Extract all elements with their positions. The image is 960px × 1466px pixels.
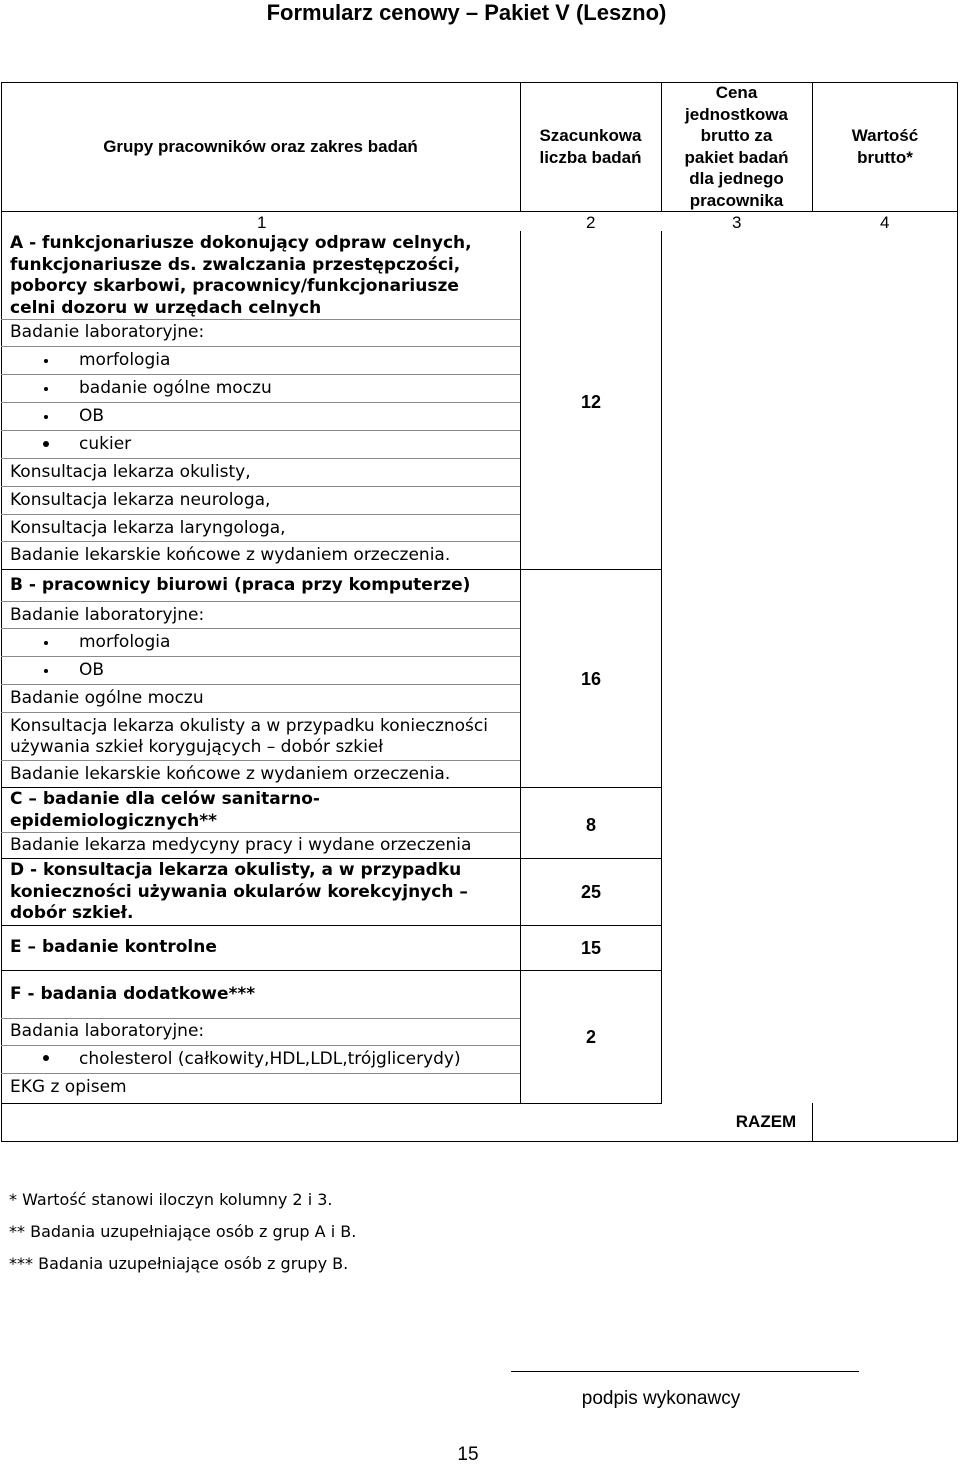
group-f-lab-label: Badania laboratoryjne: bbox=[10, 1021, 205, 1041]
group-a-lab-item: morfologia bbox=[79, 350, 171, 370]
group-b-lab-label: Badanie laboratoryjne: bbox=[10, 605, 205, 625]
footnote: * Wartość stanowi iloczyn kolumny 2 i 3. bbox=[9, 1190, 333, 1209]
grid-line bbox=[1, 832, 520, 833]
group-a-count: 12 bbox=[580, 392, 602, 412]
group-d-count: 25 bbox=[580, 882, 602, 902]
group-b-lab-item: morfologia bbox=[79, 632, 171, 652]
total-label: RAZEM bbox=[735, 1112, 797, 1131]
grid-line bbox=[1, 211, 958, 212]
footnote: ** Badania uzupełniające osób z grup A i B. bbox=[9, 1222, 357, 1241]
grid-line bbox=[1, 787, 662, 788]
bullet-icon bbox=[43, 441, 49, 447]
bullet-icon bbox=[44, 641, 48, 645]
group-e-count: 15 bbox=[580, 938, 602, 958]
grid-line bbox=[1, 925, 662, 926]
grid-line bbox=[1, 1018, 520, 1019]
group-a-consult: Badanie lekarskie końcowe z wydaniem orzeczenia. bbox=[10, 545, 451, 565]
grid-line bbox=[1, 541, 520, 542]
grid-line bbox=[520, 231, 521, 975]
group-a-title: A - funkcjonariusze dokonujący odpraw celnych, funkcjonariusze ds. zwalczania przestępczości, poborcy skarbowi, pracownicy/funkcjonariusze celni dozoru w urzędach celnych bbox=[10, 233, 472, 318]
grid-line bbox=[661, 231, 662, 1103]
grid-line bbox=[1, 601, 520, 602]
signature-line bbox=[511, 1371, 859, 1372]
group-c-desc: Badanie lekarza medycyny pracy i wydane orzeczenia bbox=[10, 835, 472, 855]
grid-line bbox=[1, 858, 662, 859]
grid-line bbox=[1, 970, 662, 971]
footnote: *** Badania uzupełniające osób z grupy B. bbox=[9, 1254, 349, 1273]
grid-line bbox=[1, 628, 520, 629]
group-a-lab-label: Badanie laboratoryjne: bbox=[10, 322, 205, 342]
bullet-icon bbox=[43, 1055, 49, 1061]
signature-label: podpis wykonawcy bbox=[581, 1388, 741, 1409]
group-a-consult: Konsultacja lekarza okulisty, bbox=[10, 462, 251, 482]
grid-line bbox=[1, 1073, 520, 1074]
grid-line bbox=[1, 402, 520, 403]
grid-line bbox=[1, 712, 520, 713]
group-c-count: 8 bbox=[585, 815, 596, 835]
group-e-title: E – badanie kontrolne bbox=[10, 937, 217, 957]
grid-line bbox=[812, 1103, 813, 1142]
grid-line bbox=[1, 1103, 662, 1104]
bullet-icon bbox=[44, 669, 48, 673]
grid-line bbox=[1, 346, 520, 347]
group-f-title: F - badania dodatkowe*** bbox=[10, 984, 256, 1004]
grid-line bbox=[1, 430, 520, 431]
grid-line bbox=[1, 374, 520, 375]
column-number: 3 bbox=[732, 213, 742, 232]
group-b-urine: Badanie ogólne moczu bbox=[10, 688, 204, 708]
grid-line bbox=[1, 319, 520, 320]
bullet-icon bbox=[44, 359, 48, 363]
group-a-lab-item: cukier bbox=[79, 434, 132, 454]
page-title: Formularz cenowy – Pakiet V (Leszno) bbox=[266, 0, 667, 25]
grid-line bbox=[1, 486, 520, 487]
header-unit-price: Cena jednostkowa brutto za pakiet badań dla jednego pracownika bbox=[684, 83, 789, 210]
group-a-lab-item: OB bbox=[79, 406, 105, 426]
group-b-final: Badanie lekarskie końcowe z wydaniem orzeczenia. bbox=[10, 764, 451, 784]
grid-line bbox=[1, 569, 662, 570]
group-a-lab-item: badanie ogólne moczu bbox=[79, 378, 272, 398]
group-f-count: 2 bbox=[585, 1027, 596, 1047]
header-groups: Grupy pracowników oraz zakres badań bbox=[103, 137, 418, 156]
group-b-title: B - pracownicy biurowi (praca przy komputerze) bbox=[10, 575, 471, 595]
group-c-title: C – badanie dla celów sanitarno- epidemiologicznych** bbox=[10, 789, 320, 831]
page-number: 15 bbox=[457, 1444, 479, 1465]
grid-line bbox=[1, 684, 520, 685]
group-a-consult: Konsultacja lekarza laryngologa, bbox=[10, 518, 286, 538]
grid-line bbox=[1, 514, 520, 515]
header-gross-value: Wartość brutto* bbox=[851, 126, 919, 167]
group-f-ekg: EKG z opisem bbox=[10, 1077, 127, 1097]
grid-line bbox=[1, 760, 520, 761]
grid-line bbox=[1, 458, 520, 459]
group-f-lab-item: cholesterol (całkowity,HDL,LDL,trójglicerydy) bbox=[79, 1049, 461, 1069]
bullet-icon bbox=[44, 415, 48, 419]
column-number: 2 bbox=[586, 213, 596, 232]
bullet-icon bbox=[44, 387, 48, 391]
group-b-oculist: Konsultacja lekarza okulisty a w przypadku konieczności używania szkieł korygujących – dobór szkieł bbox=[10, 716, 488, 757]
header-estimated-count: Szacunkowa liczba badań bbox=[539, 126, 642, 167]
group-d-title: D - konsultacja lekarza okulisty, a w przypadku konieczności używania okularów korekcyjnych – dobór szkieł. bbox=[10, 860, 468, 923]
grid-line bbox=[1, 656, 520, 657]
group-b-lab-item: OB bbox=[79, 660, 105, 680]
group-b-count: 16 bbox=[580, 669, 602, 689]
grid-line bbox=[1, 1045, 520, 1046]
group-a-consult: Konsultacja lekarza neurologa, bbox=[10, 490, 271, 510]
column-number: 4 bbox=[880, 213, 890, 232]
column-number: 1 bbox=[257, 213, 267, 232]
